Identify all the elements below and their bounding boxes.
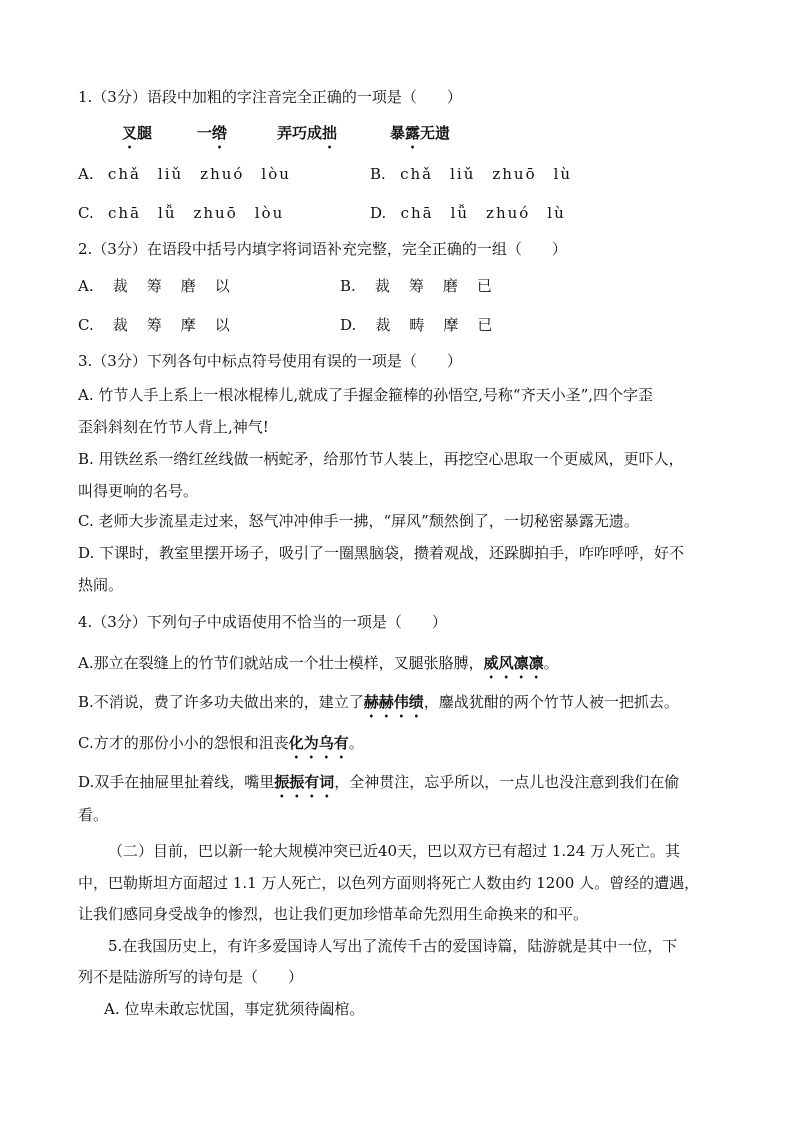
- q3-option-a-line2: 歪斜斜刻在竹节人背上,神气!: [78, 418, 269, 436]
- q2-stem: 2.（3分）在语段中括号内填字将词语补充完整，完全正确的一组（ ）: [78, 240, 567, 258]
- passage-line-3: 让我们感同身受战争的惨烈，也让我们更加珍惜革命先烈用生命换来的和平。: [78, 905, 589, 923]
- q1-stem: 1.（3分）语段中加粗的字注音完全正确的一项是（ ）: [78, 88, 462, 106]
- q1-option-d[interactable]: D. chā lǚ zhuó lù: [370, 204, 566, 222]
- q4-idiom-d: 振振有词: [274, 773, 335, 791]
- q4-idiom-b: 赫赫伟绩: [363, 693, 424, 711]
- q3-option-d-line2: 热闹。: [78, 576, 124, 594]
- q3-option-a-line1[interactable]: A. 竹节人手上系上一根冰棍棒儿,就成了手握金箍棒的孙悟空,号称“齐天小圣”,四个字歪: [78, 386, 654, 404]
- q5-stem-line2: 列不是陆游所写的诗句是（ ）: [78, 968, 304, 986]
- q4-option-d-line2: 看。: [78, 806, 109, 824]
- q3-option-b-line1[interactable]: B. 用铁丝系一绺红丝线做一柄蛇矛，给那竹节人装上，再挖空心思取一个更威风，更吓人，: [78, 450, 684, 468]
- q5-option-a[interactable]: A. 位卑未敢忘忧国，事定犹须待阖棺。: [104, 1000, 365, 1018]
- q1-option-c[interactable]: C. chā lǚ zhuō lòu: [78, 204, 285, 222]
- q2-option-a[interactable]: A. 裁 筹 磨 以: [78, 277, 232, 295]
- q1-word-3: 弄巧成拙: [277, 124, 338, 142]
- q4-option-c[interactable]: C.方才的那份小小的怨恨和沮丧化为乌有。: [78, 734, 364, 752]
- q2-option-b[interactable]: B. 裁 筹 磨 已: [340, 277, 494, 295]
- q3-option-c[interactable]: C. 老师大步流星走过来，怒气冲冲伸手一拂，“屏风”颓然倒了，一切秘密暴露无遗。: [78, 512, 639, 530]
- q3-stem: 3.（3分）下列各句中标点符号使用有误的一项是（ ）: [78, 352, 462, 370]
- q4-option-a[interactable]: A.那立在裂缝上的竹节们就站成一个壮士模样，叉腿张胳膊，威风凛凛。: [78, 654, 559, 672]
- q4-idiom-a: 威风凛凛: [483, 654, 544, 672]
- q4-option-d-line1[interactable]: D.双手在抽屉里扯着线，嘴里振振有词，全神贯注，忘乎所以，一点儿也没注意到我们在偷: [78, 773, 680, 791]
- q3-option-d-line1[interactable]: D. 下课时，教室里摆开场子，吸引了一圈黑脑袋，攒着观战，还跺脚拍手，咋咋呼呼，好不: [78, 544, 685, 562]
- q1-word-1: 叉腿: [122, 124, 153, 142]
- q2-option-d[interactable]: D. 裁 畴 摩 已: [340, 316, 495, 334]
- q2-option-c[interactable]: C. 裁 筹 摩 以: [78, 316, 232, 334]
- q4-stem: 4.（3分）下列句子中成语使用不恰当的一项是（ ）: [78, 613, 447, 631]
- q5-stem-line1: 5.在我国历史上，有许多爱国诗人写出了流传千古的爱国诗篇，陆游就是其中一位，下: [108, 937, 678, 955]
- passage-line-1: （二）目前，巴以新一轮大规模冲突已近40天，巴以双方已有超过 1.24 万人死亡。其: [108, 842, 681, 860]
- q1-option-b[interactable]: B. chǎ liǔ zhuō lù: [370, 165, 573, 183]
- q4-option-b[interactable]: B.不消说，费了许多功夫做出来的，建立了赫赫伟绩，鏖战犹酣的两个竹节人被一把抓去。: [78, 693, 679, 711]
- passage-line-2: 中，巴勒斯坦方面超过 1.1 万人死亡，以色列方面则将死亡人数由约 1200 人。曾经的遭遇，: [78, 874, 700, 892]
- q1-word-2: 一绺: [197, 124, 228, 142]
- q4-idiom-c: 化为乌有: [288, 734, 349, 752]
- q3-option-b-line2: 叫得更响的名号。: [78, 482, 199, 500]
- q1-option-a[interactable]: A. chǎ liǔ zhuó lòu: [78, 165, 291, 183]
- q1-word-4: 暴露无遗: [390, 124, 451, 142]
